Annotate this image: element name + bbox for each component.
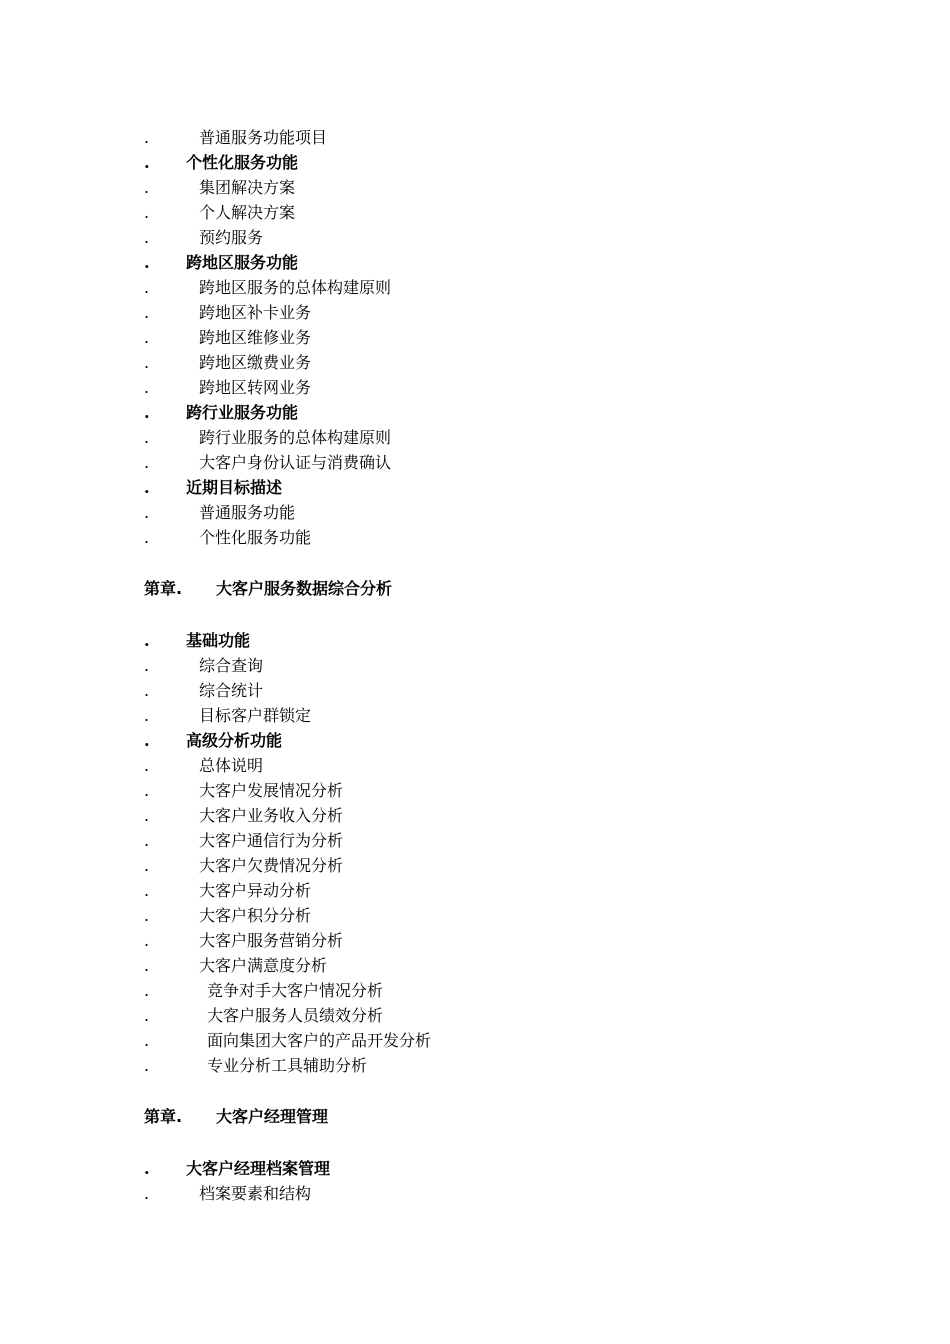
toc-item-text: 高级分析功能 [186,731,283,750]
toc-item-text: 综合查询 [199,656,264,675]
toc-item [0,978,950,1003]
toc-marker: . [144,128,150,147]
toc-item-text: 大客户欠费情况分析 [199,856,344,875]
toc-item-text: 大客户发展情况分析 [199,781,344,800]
toc-item-text: 大客户业务收入分析 [199,806,344,825]
toc-marker: . [144,706,150,725]
toc-subsection [0,150,950,175]
toc-marker: . [144,228,150,247]
toc-marker: . [144,1031,150,1050]
toc-item-text: 个性化服务功能 [199,528,312,547]
toc-item-text: 跨地区服务的总体构建原则 [199,278,392,297]
toc-marker: . [144,528,150,547]
toc-item-text: 大客户服务营销分析 [199,931,344,950]
toc-marker: . [144,781,150,800]
toc-item-text: 跨行业服务的总体构建原则 [199,428,392,447]
toc-marker: . [144,1159,150,1178]
toc-item-text: 目标客户群锁定 [199,706,312,725]
toc-subsection [0,628,950,653]
toc-item [0,300,950,325]
toc-item [0,1053,950,1078]
toc-subsection [0,1156,950,1181]
toc-item-text: 总体说明 [199,756,264,775]
toc-marker: . [144,428,150,447]
toc-item-text: 跨地区服务功能 [186,253,299,272]
toc-marker: . [144,503,150,522]
toc-item [0,450,950,475]
toc-item-text: 大客户服务人员绩效分析 [207,1006,384,1025]
toc-item-text: 大客户异动分析 [199,881,312,900]
toc-item-text: 跨地区转网业务 [199,378,312,397]
toc-item [0,175,950,200]
toc-item-text: 跨地区补卡业务 [199,303,312,322]
toc-marker: . [144,656,150,675]
toc-item [0,425,950,450]
toc-marker: . [144,856,150,875]
toc-item [0,125,950,150]
toc-item [0,525,950,550]
toc-item-text: 档案要素和结构 [199,1184,312,1203]
toc-item-text: 预约服务 [199,228,264,247]
toc-item-text: 大客户满意度分析 [199,956,328,975]
chapter-title: 大客户经理管理 [216,1107,329,1126]
toc-item [0,878,950,903]
toc-subsection [0,728,950,753]
toc-marker: . [144,378,150,397]
toc-item [0,803,950,828]
toc-item-text: 综合统计 [199,681,264,700]
toc-marker: . [144,981,150,1000]
chapter-number: 第章. [144,579,183,598]
toc-item-text: 竞争对手大客户情况分析 [207,981,384,1000]
toc-item [0,953,950,978]
toc-marker: . [144,178,150,197]
toc-marker: . [144,478,150,497]
toc-item [0,350,950,375]
toc-item-text: 跨地区缴费业务 [199,353,312,372]
toc-item [0,853,950,878]
chapter-heading [0,1103,950,1131]
toc-item-text: 个人解决方案 [199,203,296,222]
toc-marker: . [144,681,150,700]
toc-item [0,828,950,853]
toc-subsection [0,475,950,500]
toc-section [0,550,950,1078]
toc-marker: . [144,1184,150,1203]
toc-section [0,1078,950,1206]
toc-item-text: 大客户经理档案管理 [186,1159,331,1178]
toc-marker: . [144,1056,150,1075]
toc-item [0,225,950,250]
toc-item [0,928,950,953]
toc-subsection [0,250,950,275]
toc-subsection [0,400,950,425]
spacer [0,1078,950,1103]
spacer [0,603,950,628]
toc-item-text: 面向集团大客户的产品开发分析 [207,1031,432,1050]
toc-marker: . [144,756,150,775]
toc-item-text: 普通服务功能项目 [199,128,328,147]
toc-marker: . [144,931,150,950]
toc-marker: . [144,881,150,900]
toc-marker: . [144,303,150,322]
toc-item [0,200,950,225]
toc-marker: . [144,1006,150,1025]
toc-marker: . [144,956,150,975]
toc-item [0,753,950,778]
toc-item [0,375,950,400]
toc-marker: . [144,631,150,650]
table-of-contents [0,125,950,1206]
toc-item [0,703,950,728]
toc-marker: . [144,353,150,372]
toc-item [0,653,950,678]
spacer [0,1131,950,1156]
toc-item-text: 大客户积分分析 [199,906,312,925]
toc-marker: . [144,731,150,750]
chapter-heading [0,575,950,603]
toc-marker: . [144,203,150,222]
toc-item [0,325,950,350]
toc-item-text: 大客户通信行为分析 [199,831,344,850]
toc-item [0,1181,950,1206]
toc-item-text: 跨行业服务功能 [186,403,299,422]
toc-item-text: 专业分析工具辅助分析 [207,1056,368,1075]
toc-marker: . [144,153,150,172]
toc-marker: . [144,831,150,850]
toc-marker: . [144,906,150,925]
toc-item-text: 基础功能 [186,631,251,650]
toc-item-text: 近期目标描述 [186,478,283,497]
toc-item [0,275,950,300]
toc-item [0,1028,950,1053]
toc-item [0,678,950,703]
toc-marker: . [144,328,150,347]
toc-item-text: 集团解决方案 [199,178,296,197]
toc-marker: . [144,403,150,422]
toc-item-text: 个性化服务功能 [186,153,299,172]
toc-item [0,778,950,803]
chapter-title: 大客户服务数据综合分析 [216,579,393,598]
toc-marker: . [144,453,150,472]
toc-item [0,1003,950,1028]
toc-item [0,903,950,928]
toc-item-text: 大客户身份认证与消费确认 [199,453,392,472]
toc-marker: . [144,253,150,272]
toc-marker: . [144,278,150,297]
chapter-number: 第章. [144,1107,183,1126]
toc-item-text: 跨地区维修业务 [199,328,312,347]
toc-item-text: 普通服务功能 [199,503,296,522]
toc-marker: . [144,806,150,825]
spacer [0,550,950,575]
toc-item [0,500,950,525]
toc-section [0,125,950,550]
